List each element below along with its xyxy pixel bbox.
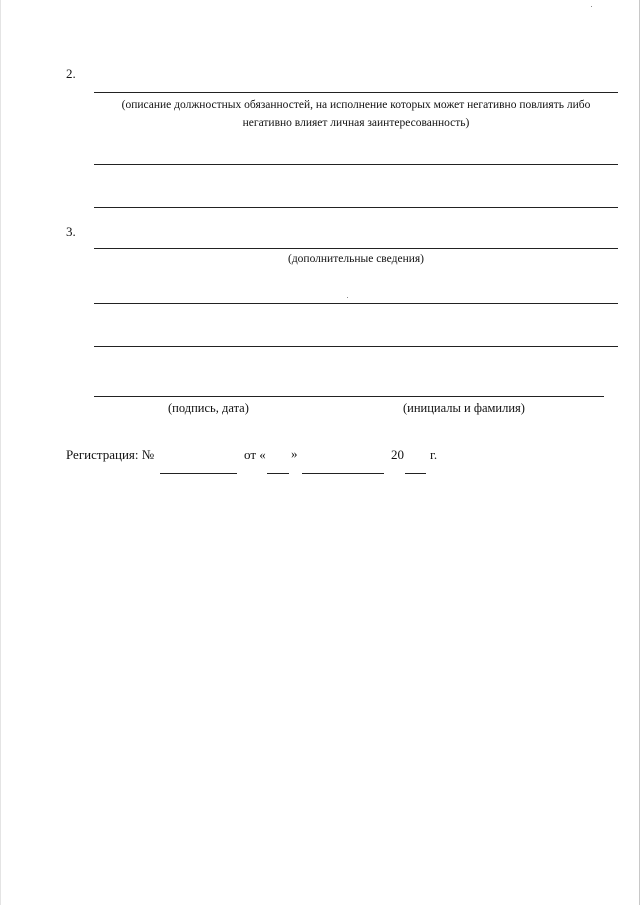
registration-number-field[interactable] <box>160 473 237 474</box>
item-3-entry-line-1[interactable] <box>94 248 618 249</box>
item-2-entry-line-1[interactable] <box>94 92 618 93</box>
registration-label: Регистрация: № <box>66 447 155 462</box>
item-3-entry-line-2[interactable] <box>94 303 618 304</box>
initials-surname-caption: (инициалы и фамилия) <box>403 401 525 415</box>
registration-close-quote: » <box>291 446 298 461</box>
registration-year-field[interactable] <box>405 473 426 474</box>
registration-year-prefix: 20 <box>391 447 404 462</box>
item-3-entry-line-3[interactable] <box>94 346 618 347</box>
item-2-number: 2. <box>66 66 76 81</box>
item-2-hint-line-2: негативно влияет личная заинтересованность) <box>242 117 470 129</box>
scan-edge-left <box>0 0 1 905</box>
item-2-hint <box>94 96 618 132</box>
signature-date-caption: (подпись, дата) <box>168 401 249 415</box>
item-2-entry-line-3[interactable] <box>94 207 618 208</box>
item-2-hint-line-1: (описание должностных обязанностей, на исполнение которых может негативно повлиять либо <box>121 99 591 111</box>
registration-month-field[interactable] <box>302 473 384 474</box>
scan-speck <box>347 297 348 298</box>
registration-day-field[interactable] <box>267 473 289 474</box>
item-3-number: 3. <box>66 224 76 239</box>
registration-from-label: от « <box>244 447 266 462</box>
signature-line[interactable] <box>94 396 604 397</box>
registration-year-suffix: г. <box>430 447 438 462</box>
item-3-hint: (дополнительные сведения) <box>287 253 424 265</box>
item-2-entry-line-2[interactable] <box>94 164 618 165</box>
scan-speck <box>591 6 592 7</box>
